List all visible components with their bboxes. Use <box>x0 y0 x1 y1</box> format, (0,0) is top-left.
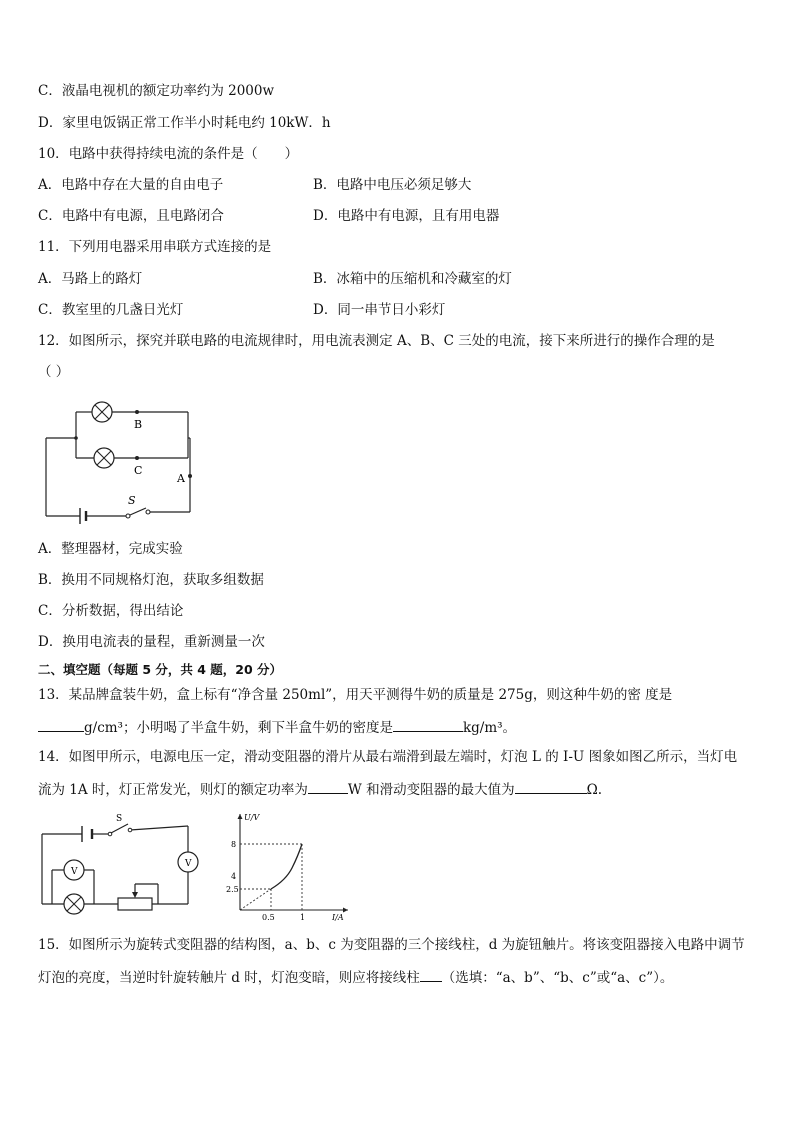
label-c: C <box>134 464 143 477</box>
section-heading-fill-in: 二、填空题（每题 5 分，共 4 题，20 分） <box>38 662 283 677</box>
q11-option-a: A．马路上的路灯 <box>38 271 143 287</box>
lamp-icon <box>64 894 84 914</box>
q10-option-a: A．电路中存在大量的自由电子 <box>38 177 224 193</box>
meter-2-label: V <box>185 859 192 869</box>
q13-line2 <box>38 717 516 737</box>
q11-stem: 11．下列用电器采用串联方式连接的是 <box>38 239 272 255</box>
point-a-dot <box>188 474 192 478</box>
label-a: A <box>177 472 185 485</box>
graph-y-label: U/V <box>244 813 260 822</box>
q13-unit-2: kg/m³。 <box>462 720 517 736</box>
q10-option-d: D．电路中有电源，且有用电器 <box>313 208 500 224</box>
q14-blank-power[interactable] <box>308 779 348 794</box>
q12-option-d: D．换用电流表的量程，重新测量一次 <box>38 634 265 650</box>
graph-x-tick-1: 1 <box>300 913 306 922</box>
lamp-bottom <box>94 448 114 468</box>
q11-option-b: B．冰箱中的压缩机和冷藏室的灯 <box>313 271 512 287</box>
q14-text-b: W 和滑动变阻器的最大值为 <box>347 782 515 798</box>
q9-option-c: C．液晶电视机的额定功率约为 2000w <box>38 83 275 99</box>
q13-blank-2[interactable] <box>393 717 463 732</box>
q14-text-c: Ω. <box>586 782 603 798</box>
q15-text-b: （选填：“a、b”、“b、c”或“a、c”）。 <box>441 970 674 986</box>
q12-stem-bracket: （ ） <box>38 364 70 380</box>
meter-1-label: V <box>71 867 78 877</box>
q12-option-a: A．整理器材，完成实验 <box>38 541 183 557</box>
graph-y-tick-4: 4 <box>231 872 237 881</box>
q12-option-b: B．换用不同规格灯泡，获取多组数据 <box>38 572 264 588</box>
q15-line2 <box>38 967 673 987</box>
graph-y-tick-2-5: 2.5 <box>226 885 239 894</box>
iu-graph <box>226 810 356 922</box>
q10-option-c: C．电路中有电源，且电路闭合 <box>38 208 224 224</box>
q13-line1: 13．某品牌盒装牛奶，盒上标有“净含量 250ml”，用天平测得牛奶的质量是 275g，则这种牛奶的密 度是 <box>38 687 673 703</box>
point-b-dot <box>135 410 139 414</box>
q15-text-a: 灯泡的亮度，当逆时针旋转触片 d 时，灯泡变暗，则应将接线柱 <box>38 970 420 986</box>
battery-icon <box>80 508 86 524</box>
q11-option-d: D．同一串节日小彩灯 <box>313 302 446 318</box>
q14-line2 <box>38 779 602 799</box>
parallel-circuit-diagram <box>40 396 200 528</box>
q12-option-c: C．分析数据，得出结论 <box>38 603 184 619</box>
q10-option-b: B．电路中电压必须足够大 <box>313 177 472 193</box>
q15-blank[interactable] <box>420 967 442 982</box>
rheostat-icon <box>118 898 152 910</box>
q14-text-a: 流为 1A 时，灯正常发光，则灯的额定功率为 <box>38 782 308 798</box>
switch-label: S <box>116 814 123 824</box>
iu-curve <box>271 844 302 889</box>
q12-stem: 12．如图所示，探究并联电路的电流规律时，用电流表测定 A、B、C 三处的电流，接下来所进行的操作合理的是 <box>38 333 715 349</box>
lamp-top <box>92 402 112 422</box>
q14-blank-resistance[interactable] <box>515 779 587 794</box>
graph-x-tick-0-5: 0.5 <box>262 913 275 922</box>
q14-line1: 14．如图甲所示，电源电压一定，滑动变阻器的滑片从最右端滑到最左端时，灯泡 L 的 I-U 图象如图乙所示，当灯电 <box>38 749 738 765</box>
rheostat-circuit-diagram <box>38 812 208 918</box>
q13-unit-1: g/cm³；小明喝了半盒牛奶，剩下半盒牛奶的密度是 <box>84 720 393 736</box>
q15-line1: 15．如图所示为旋转式变阻器的结构图，a、b、c 为变阻器的三个接线柱，d 为旋钮触片。将该变阻器接入电路中调节 <box>38 937 745 953</box>
graph-x-label: I/A <box>332 913 344 922</box>
point-c-dot <box>135 456 139 460</box>
q13-blank-1[interactable] <box>38 717 84 732</box>
graph-y-tick-8: 8 <box>231 840 237 849</box>
label-s: S <box>128 494 136 507</box>
q11-option-c: C．教室里的几盏日光灯 <box>38 302 184 318</box>
switch-icon <box>126 508 150 518</box>
label-b: B <box>134 418 143 431</box>
q10-stem: 10．电路中获得持续电流的条件是（ ） <box>38 146 299 162</box>
q9-option-d: D．家里电饭锅正常工作半小时耗电约 10kW．h <box>38 115 331 131</box>
